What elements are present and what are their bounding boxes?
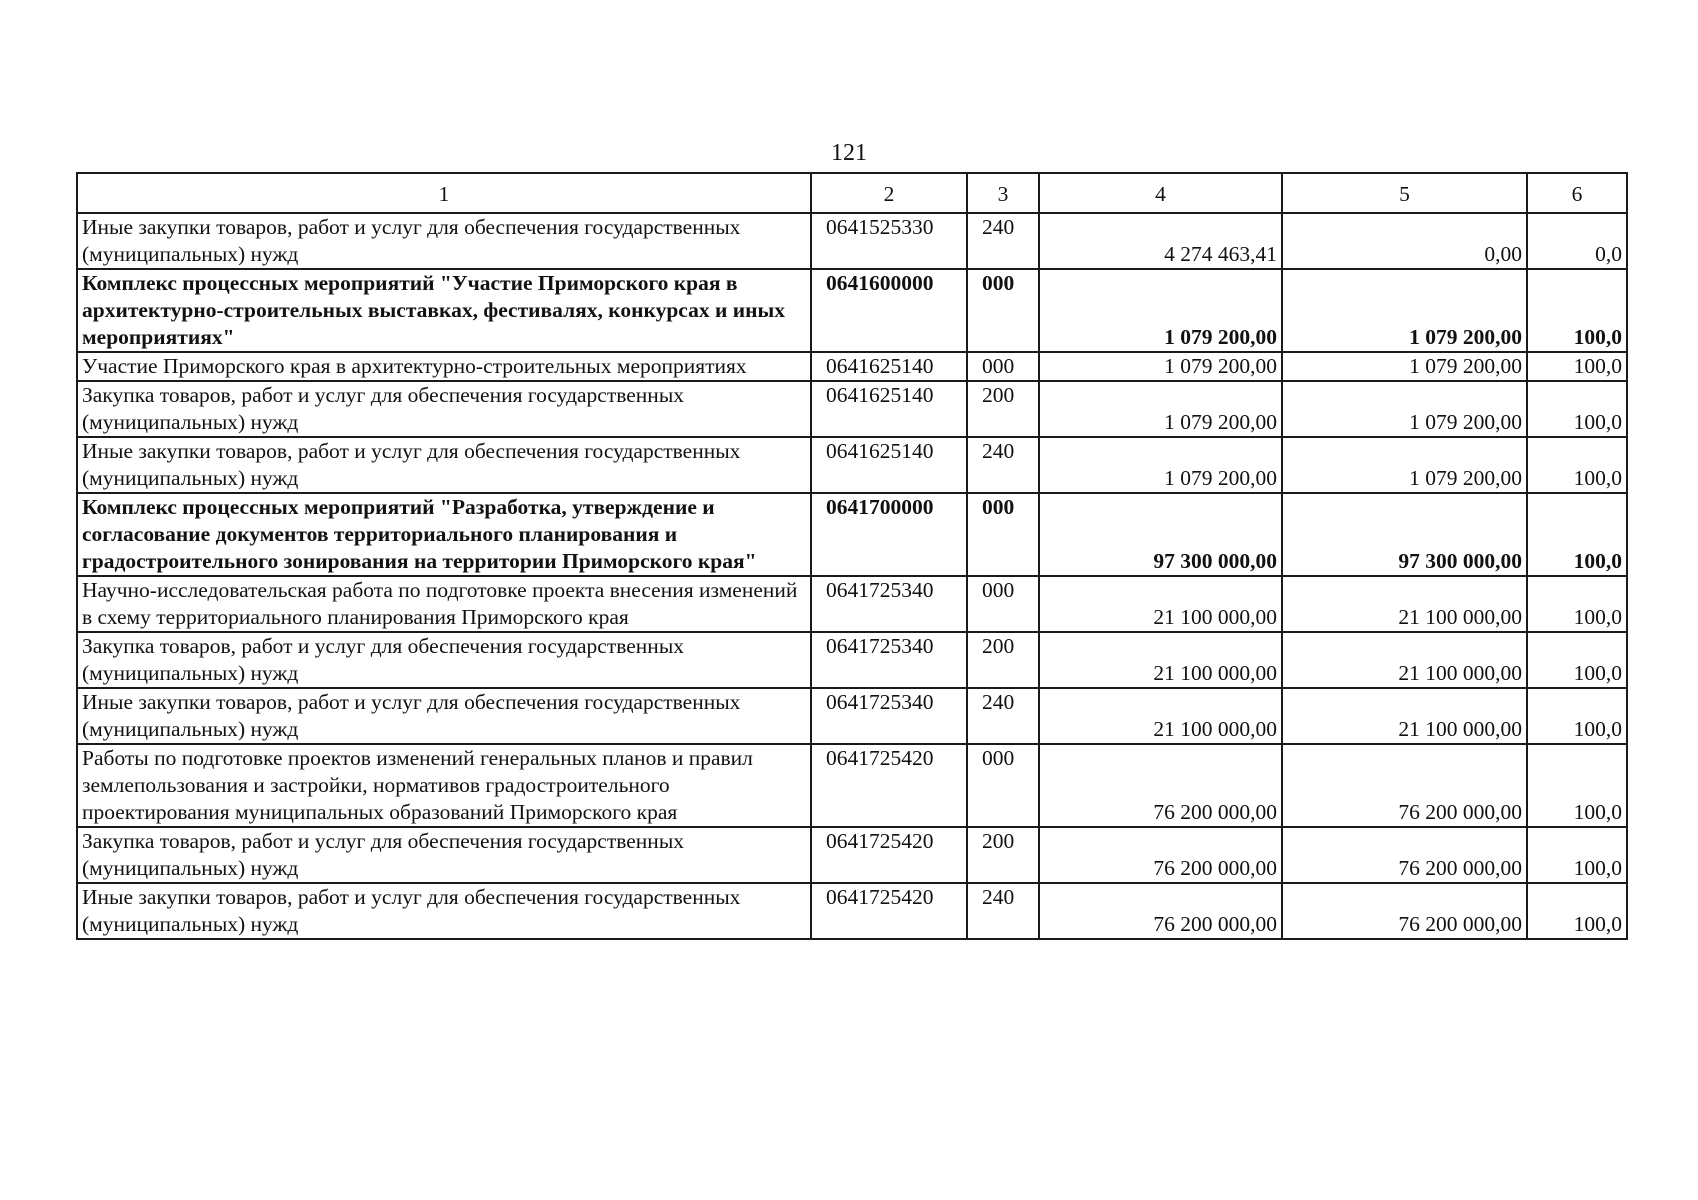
budget-table <box>76 172 1628 940</box>
cell-expense-type: 000 <box>967 744 1039 827</box>
table-row <box>77 269 1627 352</box>
cell-execution-percent: 0,0 <box>1527 213 1627 269</box>
column-header-1: 1 <box>77 173 811 213</box>
table-row <box>77 437 1627 493</box>
cell-code: 0641700000 <box>811 493 967 576</box>
cell-expense-type: 000 <box>967 576 1039 632</box>
cell-name: Закупка товаров, работ и услуг для обеспечения государственных (муниципальных) нужд <box>77 381 811 437</box>
cell-expense-type: 200 <box>967 381 1039 437</box>
table-row <box>77 632 1627 688</box>
table-row <box>77 381 1627 437</box>
cell-name: Научно-исследовательская работа по подготовке проекта внесения изменений в схему территориального планирования Приморского края <box>77 576 811 632</box>
cell-executed-amount: 1 079 200,00 <box>1282 269 1527 352</box>
cell-executed-amount: 21 100 000,00 <box>1282 632 1527 688</box>
cell-executed-amount: 97 300 000,00 <box>1282 493 1527 576</box>
cell-execution-percent: 100,0 <box>1527 269 1627 352</box>
cell-planned-amount: 21 100 000,00 <box>1039 632 1282 688</box>
cell-code: 0641600000 <box>811 269 967 352</box>
cell-planned-amount: 97 300 000,00 <box>1039 493 1282 576</box>
column-header-3: 3 <box>967 173 1039 213</box>
cell-execution-percent: 100,0 <box>1527 688 1627 744</box>
table-row <box>77 883 1627 939</box>
cell-name: Иные закупки товаров, работ и услуг для обеспечения государственных (муниципальных) нужд <box>77 213 811 269</box>
cell-code: 0641625140 <box>811 437 967 493</box>
cell-name: Иные закупки товаров, работ и услуг для обеспечения государственных (муниципальных) нужд <box>77 688 811 744</box>
cell-planned-amount: 4 274 463,41 <box>1039 213 1282 269</box>
cell-execution-percent: 100,0 <box>1527 883 1627 939</box>
cell-execution-percent: 100,0 <box>1527 381 1627 437</box>
table-row <box>77 213 1627 269</box>
cell-expense-type: 240 <box>967 688 1039 744</box>
cell-executed-amount: 1 079 200,00 <box>1282 437 1527 493</box>
cell-code: 0641725340 <box>811 576 967 632</box>
cell-expense-type: 200 <box>967 632 1039 688</box>
cell-name: Комплекс процессных мероприятий "Участие Приморского края в архитектурно-строительных выставках, фестивалях, конкурсах и иных мероприятиях" <box>77 269 811 352</box>
cell-planned-amount: 1 079 200,00 <box>1039 269 1282 352</box>
cell-name: Работы по подготовке проектов изменений генеральных планов и правил землепользования и застройки, нормативов градостроительного проектирования муниципальных образований Приморского края <box>77 744 811 827</box>
cell-planned-amount: 76 200 000,00 <box>1039 883 1282 939</box>
cell-executed-amount: 21 100 000,00 <box>1282 688 1527 744</box>
cell-planned-amount: 21 100 000,00 <box>1039 576 1282 632</box>
table-row <box>77 576 1627 632</box>
cell-code: 0641725420 <box>811 883 967 939</box>
column-number-row <box>77 173 1627 213</box>
cell-name: Участие Приморского края в архитектурно-строительных мероприятиях <box>77 352 811 381</box>
cell-expense-type: 000 <box>967 269 1039 352</box>
table-row <box>77 688 1627 744</box>
cell-expense-type: 200 <box>967 827 1039 883</box>
cell-expense-type: 240 <box>967 437 1039 493</box>
page-number: 121 <box>831 140 867 166</box>
column-header-6: 6 <box>1527 173 1627 213</box>
cell-code: 0641725340 <box>811 688 967 744</box>
cell-executed-amount: 1 079 200,00 <box>1282 381 1527 437</box>
cell-execution-percent: 100,0 <box>1527 437 1627 493</box>
cell-expense-type: 000 <box>967 493 1039 576</box>
cell-planned-amount: 76 200 000,00 <box>1039 827 1282 883</box>
cell-execution-percent: 100,0 <box>1527 827 1627 883</box>
cell-executed-amount: 0,00 <box>1282 213 1527 269</box>
cell-name: Иные закупки товаров, работ и услуг для обеспечения государственных (муниципальных) нужд <box>77 437 811 493</box>
cell-code: 0641525330 <box>811 213 967 269</box>
cell-execution-percent: 100,0 <box>1527 352 1627 381</box>
cell-planned-amount: 1 079 200,00 <box>1039 437 1282 493</box>
cell-code: 0641625140 <box>811 381 967 437</box>
cell-code: 0641725420 <box>811 744 967 827</box>
table-row <box>77 493 1627 576</box>
cell-planned-amount: 21 100 000,00 <box>1039 688 1282 744</box>
cell-expense-type: 240 <box>967 883 1039 939</box>
cell-execution-percent: 100,0 <box>1527 493 1627 576</box>
cell-execution-percent: 100,0 <box>1527 744 1627 827</box>
table-row <box>77 352 1627 381</box>
cell-executed-amount: 1 079 200,00 <box>1282 352 1527 381</box>
column-header-2: 2 <box>811 173 967 213</box>
cell-executed-amount: 21 100 000,00 <box>1282 576 1527 632</box>
column-header-4: 4 <box>1039 173 1282 213</box>
cell-planned-amount: 1 079 200,00 <box>1039 352 1282 381</box>
cell-name: Иные закупки товаров, работ и услуг для обеспечения государственных (муниципальных) нужд <box>77 883 811 939</box>
cell-executed-amount: 76 200 000,00 <box>1282 744 1527 827</box>
table-row <box>77 744 1627 827</box>
cell-planned-amount: 1 079 200,00 <box>1039 381 1282 437</box>
cell-expense-type: 240 <box>967 213 1039 269</box>
cell-expense-type: 000 <box>967 352 1039 381</box>
cell-name: Закупка товаров, работ и услуг для обеспечения государственных (муниципальных) нужд <box>77 827 811 883</box>
cell-name: Комплекс процессных мероприятий "Разработка, утверждение и согласование документов территориального планирования и градостроительного зонирования на территории Приморского края" <box>77 493 811 576</box>
cell-executed-amount: 76 200 000,00 <box>1282 827 1527 883</box>
cell-execution-percent: 100,0 <box>1527 576 1627 632</box>
cell-code: 0641725340 <box>811 632 967 688</box>
table-row <box>77 827 1627 883</box>
column-header-5: 5 <box>1282 173 1527 213</box>
cell-name: Закупка товаров, работ и услуг для обеспечения государственных (муниципальных) нужд <box>77 632 811 688</box>
cell-executed-amount: 76 200 000,00 <box>1282 883 1527 939</box>
cell-planned-amount: 76 200 000,00 <box>1039 744 1282 827</box>
cell-code: 0641625140 <box>811 352 967 381</box>
cell-code: 0641725420 <box>811 827 967 883</box>
cell-execution-percent: 100,0 <box>1527 632 1627 688</box>
